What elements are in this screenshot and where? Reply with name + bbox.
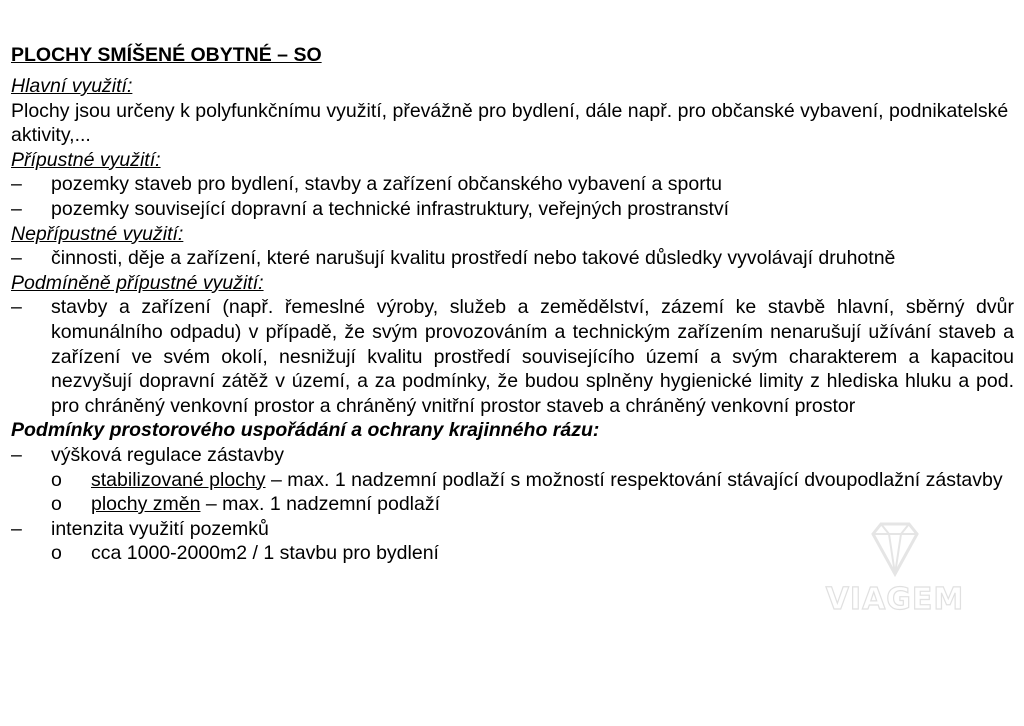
list-item-text: výšková regulace zástavby — [51, 443, 285, 466]
document-title: PLOCHY SMÍŠENÉ OBYTNÉ – SO — [11, 44, 322, 66]
sub-list-item — [11, 541, 1014, 566]
heading-podminene-vyuziti: Podmíněně přípustné využití: — [11, 271, 264, 294]
list-item — [11, 295, 1014, 418]
dash-marker: – — [11, 517, 22, 540]
sub-list-item — [11, 492, 1014, 517]
term-underlined: plochy změn — [91, 493, 201, 516]
list-item-text: pozemky staveb pro bydlení, stavby a zařízení občanského vybavení a sportu — [51, 173, 722, 196]
term-description: – max. 1 nadzemní podlaží s možností respektování stávající dvoupodlažní zástavby — [265, 468, 1003, 491]
list-item — [11, 172, 1014, 197]
document — [11, 42, 1014, 566]
circle-marker: o — [51, 468, 62, 491]
watermark-text: VIAGEM — [825, 582, 965, 617]
list-item — [11, 443, 1014, 468]
dash-marker: – — [11, 443, 22, 466]
heading-hlavni-vyuziti: Hlavní využití: — [11, 75, 133, 97]
heading-pripustne-vyuziti: Přípustné využití: — [11, 148, 161, 171]
list-item-text: pozemky související dopravní a technické infrastruktury, veřejných prostranství — [51, 197, 730, 220]
dash-marker: – — [11, 173, 22, 196]
list-item — [11, 517, 1014, 542]
paragraph-hlavni-vyuziti: Plochy jsou určeny k polyfunkčnímu využití, převážně pro bydlení, dále např. pro občanské vybavení, podnikatelské aktivity,... — [11, 99, 1009, 147]
sub-list-item-text — [91, 492, 1014, 517]
dash-marker: – — [11, 296, 22, 319]
list-item-text: činnosti, děje a zařízení, které narušují kvalitu prostředí nebo takové důsledky vyvolávají druhotně — [51, 247, 896, 270]
list-item — [11, 197, 1014, 222]
term-description: – max. 1 nadzemní podlaží — [200, 493, 441, 516]
sub-list-item — [11, 468, 1014, 493]
dash-marker: – — [11, 247, 22, 270]
list-item — [11, 246, 1014, 271]
circle-marker: o — [51, 542, 62, 565]
sub-list-item-text: cca 1000-2000m2 / 1 stavbu pro bydlení — [91, 542, 439, 565]
term-underlined: stabilizované plochy — [91, 468, 266, 491]
circle-marker: o — [51, 493, 62, 516]
list-item-text: intenzita využití pozemků — [51, 517, 269, 540]
sub-list-item-text — [91, 468, 1014, 493]
heading-podminky-prostoroveho-usporadani: Podmínky prostorového uspořádání a ochrany krajinného rázu: — [11, 419, 600, 442]
dash-marker: – — [11, 197, 22, 220]
list-item-text: stavby a zařízení (např. řemeslné výroby, služeb a zemědělství, zázemí ke stavbě hlavní, sběrný dvůr komunálního odpadu) v případě, že svým provozováním a technickým zařízením nenarušují užívání staveb a zařízení ve svém okolí, nesnižují kvalitu prostředí souvisejícího území a svým charakterem a kapacitou nezvyšují dopravní zátěž v území, a za podmínky, že budou splněny hygienické limity z hlediska hluku a pod. pro chráněný venkovní prostor a chráněný vnitřní prostor staveb a chráněný venkovní prostor — [51, 296, 1014, 417]
heading-nepripustne-vyuziti: Nepřípustné využití: — [11, 222, 184, 245]
